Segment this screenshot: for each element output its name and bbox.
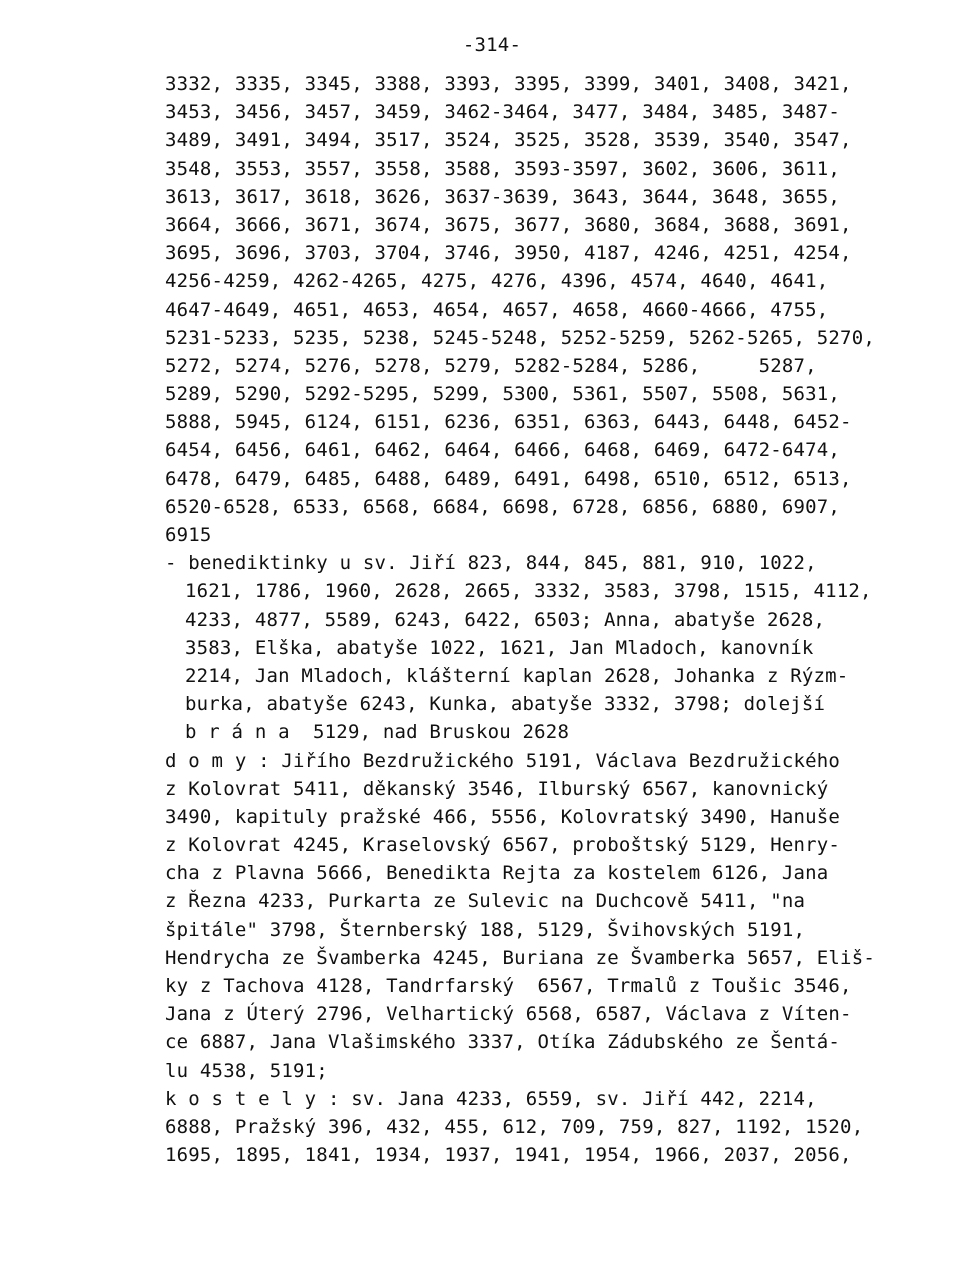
text-line: 3332, 3335, 3345, 3388, 3393, 3395, 3399, 3401, 3408, 3421, (165, 73, 852, 95)
text-line: 5272, 5274, 5276, 5278, 5279, 5282-5284, 5286, 5287, (165, 354, 817, 377)
text-line: Jana z Úterý 2796, Velhartický 6568, 6587, Václava z Víten- (165, 1003, 852, 1026)
text-line: ce 6887, Jana Vlašimského 3337, Otíka Zádubského ze Šentá- (165, 1031, 841, 1054)
text-line: lu 4538, 5191; (165, 1059, 328, 1082)
text-line: 5289, 5290, 5292-5295, 5299, 5300, 5361, 5507, 5508, 5631, (165, 383, 841, 406)
text-line: 6520-6528, 6533, 6568, 6684, 6698, 6728, 6856, 6880, 6907, (165, 495, 841, 518)
index-text-block (165, 70, 925, 1169)
text-line: 3695, 3696, 3703, 3704, 3746, 3950, 4187, 4246, 4251, 4254, (165, 242, 852, 265)
text-line: 5231-5233, 5235, 5238, 5245-5248, 5252-5259, 5262-5265, 5270, (165, 326, 875, 349)
text-line: 4256-4259, 4262-4265, 4275, 4276, 4396, 4574, 4640, 4641, (165, 270, 829, 293)
text-line: burka, abatyše 6243, Kunka, abatyše 3332, 3798; dolejší (185, 693, 826, 716)
text-line: 6478, 6479, 6485, 6488, 6489, 6491, 6498, 6510, 6512, 6513, (165, 467, 852, 490)
page-number: -314- (462, 34, 522, 56)
text-line: 5888, 5945, 6124, 6151, 6236, 6351, 6363, 6443, 6448, 6452- (165, 411, 852, 434)
text-line: 6915 (165, 524, 212, 546)
text-line: 3548, 3553, 3557, 3558, 3588, 3593-3597, 3602, 3606, 3611, (165, 157, 841, 180)
text-line: 3613, 3617, 3618, 3626, 3637-3639, 3643, 3644, 3648, 3655, (165, 185, 841, 208)
text-line: 1621, 1786, 1960, 2628, 2665, 3332, 3583, 3798, 1515, 4112, (185, 580, 872, 603)
text-line: cha z Plavna 5666, Benedikta Rejta za kostelem 6126, Jana (165, 862, 829, 885)
text-line: z Kolovrat 4245, Kraselovský 6567, proboštský 5129, Henry- (165, 834, 841, 857)
text-line: d o m y : Jiřího Bezdružického 5191, Václava Bezdružického (165, 749, 841, 772)
text-line: 3583, Elška, abatyše 1022, 1621, Jan Mladoch, kanovník (185, 636, 814, 659)
text-line: špitále" 3798, Šternberský 188, 5129, Švihovských 5191, (165, 918, 806, 941)
text-line: ky z Tachova 4128, Tandrfarský 6567, Trmalů z Toušic 3546, (165, 975, 852, 997)
text-line: 6888, Pražský 396, 432, 455, 612, 709, 759, 827, 1192, 1520, (165, 1115, 864, 1138)
text-line: 3664, 3666, 3671, 3674, 3675, 3677, 3680, 3684, 3688, 3691, (165, 213, 852, 236)
text-line: b r á n a 5129, nad Bruskou 2628 (185, 721, 570, 744)
text-line: 3453, 3456, 3457, 3459, 3462-3464, 3477, 3484, 3485, 3487- (165, 101, 841, 124)
text-line: 1695, 1895, 1841, 1934, 1937, 1941, 1954, 1966, 2037, 2056, (165, 1144, 852, 1167)
text-line: 3489, 3491, 3494, 3517, 3524, 3525, 3528, 3539, 3540, 3547, (165, 129, 852, 152)
text-line: 2214, Jan Mladoch, klášterní kaplan 2628, Johanka z Rýzm- (185, 664, 849, 687)
text-line: 6454, 6456, 6461, 6462, 6464, 6466, 6468, 6469, 6472-6474, (165, 439, 841, 462)
text-line: Hendrycha ze Švamberka 4245, Buriana ze Švamberka 5657, Eliš- (165, 946, 875, 969)
text-line: z Kolovrat 5411, děkanský 3546, Ilburský 6567, kanovnický (165, 777, 829, 800)
text-line: z Řezna 4233, Purkarta ze Sulevic na Duchcově 5411, "na (165, 890, 806, 913)
text-line: 4647-4649, 4651, 4653, 4654, 4657, 4658, 4660-4666, 4755, (165, 298, 829, 321)
text-line: 4233, 4877, 5589, 6243, 6422, 6503; Anna, abatyše 2628, (185, 608, 826, 631)
text-line: - benediktinky u sv. Jiří 823, 844, 845, 881, 910, 1022, (165, 552, 817, 575)
text-line: k o s t e l y : sv. Jana 4233, 6559, sv. Jiří 442, 2214, (165, 1087, 817, 1110)
text-line: 3490, kapituly pražské 466, 5556, Kolovratský 3490, Hanuše (165, 805, 841, 828)
